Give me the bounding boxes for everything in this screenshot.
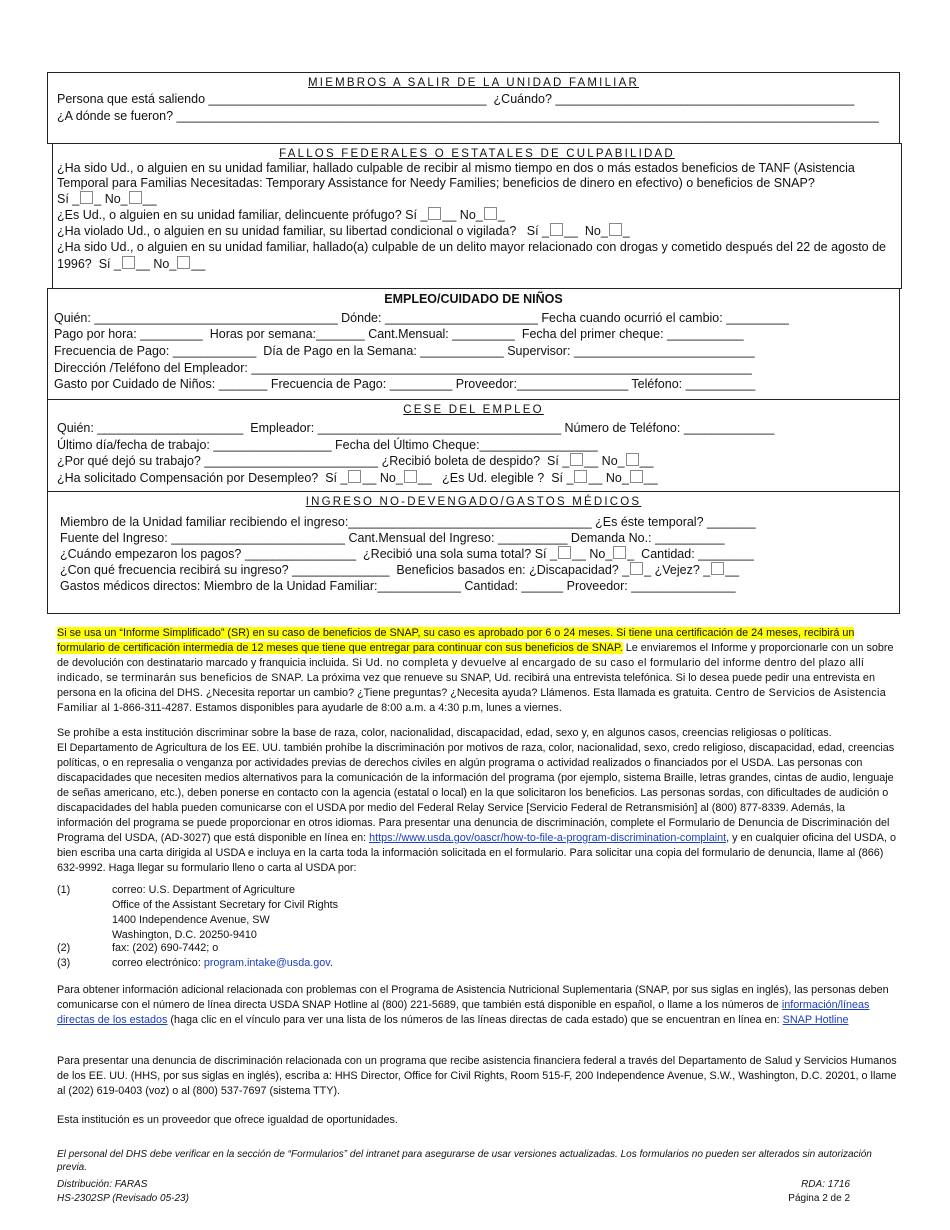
income-member-label: Miembro de la Unidad familiar recibiendo el ingreso: — [60, 515, 349, 529]
provider-field[interactable]: ________________ — [516, 377, 629, 391]
item-3-number: (3) — [57, 957, 71, 969]
temporary-label: ¿Es éste temporal? — [595, 515, 704, 529]
simplified-report-info — [57, 626, 897, 716]
where-field[interactable]: ______________________ — [384, 311, 538, 325]
email-link[interactable]: program.intake@usda.gov — [203, 957, 330, 969]
page-number: Página 2 de 2 — [788, 1193, 850, 1204]
no-label: No — [153, 257, 170, 271]
medical-amount-field[interactable]: ______ — [521, 579, 564, 593]
eligible-no-checkbox[interactable] — [630, 470, 643, 483]
cese-line-3: ¿Por qué dejó su trabajo? _________________________ ¿Recibió boleta de despido? Sí _ __ No_ __ — [57, 454, 654, 468]
no-label: No — [605, 471, 622, 485]
no-label: No — [459, 208, 476, 222]
members-title: MIEMBROS A SALIR DE LA UNIDAD FAMILIAR — [308, 77, 639, 89]
info-text-5: 1-866-311-4287. Estamos disponibles para ayudarle de 8:00 a.m. a 4:30 p.m, lunes a viernes. — [110, 702, 562, 714]
ingreso-line-5 — [60, 578, 736, 594]
equal-opportunity: Esta institución es un proveedor que ofrece igualdad de oportunidades. — [57, 1114, 398, 1126]
childcare-frequency-field[interactable]: _________ — [389, 377, 453, 391]
fallos-q4b: 1996? Sí _ __ No_ __ — [57, 257, 206, 271]
item-1-number: (1) — [57, 884, 71, 896]
where-label: Dónde: — [341, 311, 382, 325]
yes-label: Sí — [534, 547, 547, 561]
cese-line-1 — [57, 420, 774, 436]
hourly-pay-field[interactable]: _________ — [140, 327, 203, 341]
no-label: No — [584, 224, 601, 238]
income-amount-field[interactable]: __________ — [497, 531, 568, 545]
unemployment-yes-checkbox[interactable] — [348, 470, 361, 483]
distribution: Distribución: FARAS — [57, 1179, 148, 1190]
rda-number: RDA: 1716 — [801, 1179, 850, 1190]
change-date-label: Fecha cuando ocurrió el cambio: — [541, 311, 723, 325]
members-line-2 — [57, 108, 879, 124]
medical-member-field[interactable]: ____________ — [377, 579, 461, 593]
disability-label: Beneficios basados en: ¿Discapacidad? — [396, 563, 619, 577]
q3-text: ¿Ha violado Ud., o alguien en su unidad familiar, su libertad condicional o vigilada? — [57, 224, 517, 238]
ingreso-line-4: ¿Con qué frecuencia recibirá su ingreso? ______________ Beneficios basados en: ¿Discapacidad? _ _ ¿Vejez? _ __ — [60, 563, 740, 577]
eligible-yes-checkbox[interactable] — [574, 470, 587, 483]
claim-number-label: Demanda No.: — [570, 531, 652, 545]
income-amount-label: Cant.Mensual del Ingreso: — [348, 531, 495, 545]
when-field[interactable]: ___________________________________________ — [555, 92, 855, 106]
item-2-number: (2) — [57, 942, 71, 954]
who-label: Quién: — [54, 311, 91, 325]
fax-line: fax: (202) 690-7442; o — [112, 942, 219, 954]
income-frequency-field[interactable]: ______________ — [292, 563, 390, 577]
unemployment-label: ¿Ha solicitado Compensación por Desempleo? — [57, 471, 319, 485]
hours-week-label: Horas por semana: — [209, 327, 317, 341]
yes-label: Sí — [551, 471, 564, 485]
q3-yes-checkbox[interactable] — [550, 223, 563, 236]
temporary-field[interactable]: _______ — [707, 515, 756, 529]
old-age-label: ¿Vejez? — [654, 563, 700, 577]
empleo-line-5 — [54, 376, 755, 392]
q4-year: 1996? — [57, 257, 92, 271]
email-period: . — [329, 957, 333, 969]
when-label: ¿Cuándo? — [493, 92, 552, 106]
eligible-label: ¿Es Ud. elegible ? — [442, 471, 545, 485]
employer-field[interactable]: ___________________________________ — [317, 421, 562, 435]
lump-sum-yes-checkbox[interactable] — [558, 546, 571, 559]
cese-title: CESE DEL EMPLEO — [403, 404, 544, 416]
childcare-cost-field[interactable]: _______ — [218, 377, 268, 391]
ingreso-title: INGRESO NO-DEVENGADO/GASTOS MÉDICOS — [305, 496, 642, 508]
where-field[interactable]: _____________________________________________________________________________________________________ — [176, 109, 879, 123]
lump-sum-label: ¿Recibió una sola suma total? — [363, 547, 532, 561]
pay-frequency-label: Frecuencia de Pago: — [54, 344, 170, 358]
nondiscrimination-p1: Se prohíbe a esta institución discriminar sobre la base de raza, color, nacionalidad, discapacidad, edad, sexo y, en algunos casos, creencias religiosas o políticas. — [57, 727, 832, 739]
no-label: No — [589, 547, 606, 561]
fallos-q4a: ¿Ha sido Ud., o alguien en su unidad familiar, hallado(a) culpable de un delito mayor relacionado con drogas y cometido después del 22 de agosto de — [57, 240, 886, 254]
income-source-field[interactable]: _________________________ — [171, 531, 346, 545]
pay-day-label: Día de Pago en la Semana: — [263, 344, 417, 358]
hhs-info: Para presentar una denuncia de discriminación relacionada con un programa que recibe asistencia financiera federal a través del Departamento de Salud y Servicios Humanos de los EE. UU. (HHS, por sus siglas en inglés), escriba a: HHS Director, Office for Civil Rights, Room 515-F, 200 Independence Avenue, S.W., Washington, D.C. 20201, o llame al (202) 619-0403 (voz) o al (800) 537-7697 (sistema TTY). — [57, 1055, 897, 1097]
yes-label: Sí — [405, 208, 417, 222]
disability-checkbox[interactable] — [630, 562, 643, 575]
unemployment-no-checkbox[interactable] — [404, 470, 417, 483]
person-leaving-label: Persona que está saliendo — [57, 92, 206, 106]
yes-label: Sí — [526, 224, 539, 238]
medical-member-label: Gastos médicos directos: Miembro de la Unidad Familiar: — [60, 579, 378, 593]
cese-line-4: ¿Ha solicitado Compensación por Desempleo? Sí _ __ No_ __ ¿Es Ud. elegible ? Sí _ __ No_ __ — [57, 471, 658, 485]
monthly-amount-label: Cant.Mensual: — [368, 327, 449, 341]
supervisor-field[interactable]: __________________________ — [573, 344, 755, 358]
where-label: ¿A dónde se fueron? — [57, 109, 174, 123]
pay-frequency-field[interactable]: ____________ — [172, 344, 257, 358]
highlighted-notice: Si se usa un “Informe Simplificado” (SR) en su caso de beneficios de SNAP, su caso es aprobado por 6 o 24 meses. Si tiene una certificación de 24 meses, recibirá un formulario de certificación intermedia de 12 meses que tiene que entregar para continuar con sus beneficios de SNAP. — [57, 627, 855, 654]
snap-hotline-info — [57, 983, 897, 1028]
q1-yes-checkbox[interactable] — [80, 191, 93, 204]
layoff-yes-checkbox[interactable] — [570, 453, 583, 466]
fallos-q3: ¿Ha violado Ud., o alguien en su unidad familiar, su libertad condicional o vigilada? Sí _ __ No_ _ — [57, 224, 630, 238]
last-day-field[interactable]: _________________ — [213, 438, 332, 452]
no-label: No — [379, 471, 396, 485]
payments-start-label: ¿Cuándo empezaron los pagos? — [60, 547, 242, 561]
lump-sum-no-checkbox[interactable] — [613, 546, 626, 559]
first-check-label: Fecha del primer cheque: — [521, 327, 664, 341]
q1-no-checkbox[interactable] — [129, 191, 142, 204]
form-number: HS-2302SP (Revisado 05-23) — [57, 1193, 189, 1204]
fallos-q1b: Temporal para Familias Necesitadas: Temporary Assistance for Needy Families; beneficios de dinero en efectivo) o beneficios de SNAP? — [57, 176, 815, 190]
q2-no-checkbox[interactable] — [484, 207, 497, 220]
no-label: No — [601, 454, 618, 468]
info-text-2: Si Ud. no completa y devuelve al encargado de su caso el formulario del informe dentro del plazo allí indicado, se terminarán sus beneficios de SNAP. — [57, 657, 865, 684]
income-frequency-label: ¿Con qué frecuencia recibirá su ingreso? — [60, 563, 289, 577]
info-text-1: Le enviaremos el Informe y proporcionarle con un sobre de devolución con destinatario marcado y franquicia incluida. — [57, 642, 894, 669]
who-field[interactable]: _____________________ — [97, 421, 244, 435]
footer-note: El personal del DHS debe verificar en la sección de “Formularios” del intranet para asegurarse de usar versiones actualizadas. Los formularios no pueden ser alterados sin autorización previa. — [57, 1149, 872, 1173]
mail-line-3: 1400 Independence Avenue, SW — [112, 914, 270, 926]
last-day-label: Último día/fecha de trabajo: — [57, 438, 210, 452]
why-left-field[interactable]: _________________________ — [204, 454, 379, 468]
members-line-1 — [57, 91, 854, 107]
phone-number-label: Número de Teléfono: — [564, 421, 681, 435]
income-source-label: Fuente del Ingreso: — [60, 531, 168, 545]
mail-line-1: correo: U.S. Department of Agriculture — [112, 884, 296, 896]
yes-label: Sí — [98, 257, 111, 271]
income-member-field[interactable]: ___________________________________ — [348, 515, 592, 529]
mail-line-4: Washington, D.C. 20250-9410 — [112, 929, 257, 941]
layoff-slip-label: ¿Recibió boleta de despido? — [381, 454, 541, 468]
complaint-form-link[interactable]: https://www.usda.gov/oascr/how-to-file-a-program-discrimination-complaint — [369, 832, 727, 844]
nd-text: El Departamento de Agricultura de los EE. UU. también prohíbe la discriminación por motivos de raza, color, nacionalidad, sexo, credo religioso, discapacidad, edad, creencias políticas, o en represalia o venganza por actividades previas de derechos civiles en algún programa o actividad realizados o financiados por el USDA. Las personas con discapacidades que necesiten medios alternativos para la comunicación de la información del programa (por ejemplo, sistema Braille, letras grandes, cintas de audio, lenguaje de señas americano, etc.), deben ponerse en contacto con la agencia (estatal o local) en la que solicitaron los beneficios. Las personas sordas, con dificultades de audición o discapacidades del habla pueden comunicarse con el USDA por medio del Federal Relay Service [Servicio Federal de Retransmisión] al (800) 877-8339. Además, la información del programa se puede proporcionar en otros idiomas. Para presentar una denuncia de discriminación, complete el Formulario de Denuncia de Discriminación del Programa del USDA, (AD-3027) que está disponible en línea en: — [57, 742, 895, 844]
monthly-amount-field[interactable]: _________ — [452, 327, 515, 341]
email-label: correo electrónico: — [112, 957, 204, 969]
nondiscrimination-p2 — [57, 741, 897, 876]
last-check-field[interactable]: _________________ — [479, 438, 598, 452]
layoff-no-checkbox[interactable] — [626, 453, 639, 466]
cese-line-2 — [57, 437, 598, 453]
info-text-3: La próxima vez que renueve su SNAP, Ud. recibirá una entrevista telefónica. Si lo desea puede pedir una entrevista en persona en la oficina del DHS. ¿Necesita reportar un cambio? ¿Tiene preguntas? ¿Necesita ayuda? Llámenos. Esta llamada es gratuita. — [57, 672, 875, 699]
employer-label: Empleador: — [250, 421, 315, 435]
yes-label: Sí — [325, 471, 338, 485]
empleo-title: EMPLEO/CUIDADO DE NIÑOS — [384, 292, 563, 306]
fallos-title: FALLOS FEDERALES O ESTATALES DE CULPABILIDAD — [279, 148, 675, 160]
address-list — [57, 883, 557, 973]
fallos-q2: ¿Es Ud., o alguien en su unidad familiar, delincuente prófugo? Sí _ __ No_ _ — [57, 208, 505, 222]
why-left-label: ¿Por qué dejó su trabajo? — [57, 454, 201, 468]
medical-provider-label: Proveedor: — [566, 579, 628, 593]
medical-amount-label: Cantidad: — [464, 579, 518, 593]
person-leaving-field[interactable]: ________________________________________ — [208, 92, 487, 106]
q4-yes-checkbox[interactable] — [122, 256, 135, 269]
amount-label: Cantidad: — [641, 547, 695, 561]
mail-line-2: Office of the Assistant Secretary for Civil Rights — [112, 899, 339, 911]
snap-hotline-link[interactable]: SNAP Hotline — [782, 1014, 849, 1026]
q2-text: ¿Es Ud., o alguien en su unidad familiar, delincuente prófugo? — [57, 208, 402, 222]
change-date-field[interactable]: _________ — [726, 311, 789, 325]
old-age-checkbox[interactable] — [711, 562, 724, 575]
amount-field[interactable]: ________ — [698, 547, 754, 561]
last-check-label: Fecha del Último Cheque: — [335, 438, 480, 452]
yes-label: Sí — [57, 192, 69, 206]
empleo-line-3 — [54, 343, 755, 359]
childcare-frequency-label: Frecuencia de Pago: — [270, 377, 387, 391]
info-text-4: Centro de Servicios de Asistencia Familiar al — [57, 687, 887, 714]
q2-yes-checkbox[interactable] — [428, 207, 441, 220]
childcare-cost-label: Gasto por Cuidado de Niños: — [54, 377, 216, 391]
snap-text-2: (haga clic en el vínculo para ver una lista de los números de las líneas directas de cada estado) que se encuentran en línea en: — [167, 1014, 783, 1026]
ingreso-line-3: ¿Cuándo empezaron los pagos? ________________ ¿Recibió una sola suma total? Sí _ __ No_ _ Cantidad: ________ — [60, 547, 754, 561]
no-label: No — [104, 192, 121, 206]
hours-week-field[interactable]: _______ — [316, 327, 365, 341]
snap-text-1: Para obtener información adicional relacionada con problemas con el Programa de Asistencia Nutricional Suplementaria (SNAP, por sus siglas en inglés), las personas deben comunicarse con el número de línea directa USDA SNAP Hotline al (800) 221-5689, que también está disponible en español, o llame a los números de — [57, 984, 889, 1011]
empleo-line-4 — [54, 360, 752, 376]
yes-label: Sí — [547, 454, 559, 468]
q3-no-checkbox[interactable] — [609, 223, 622, 236]
pay-day-field[interactable]: ____________ — [420, 344, 504, 358]
employer-address-field[interactable]: ________________________________________________________________________ — [251, 361, 752, 375]
first-check-field[interactable]: ___________ — [667, 327, 744, 341]
fallos-q1-options: Sí _ _ No_ __ — [57, 192, 157, 206]
q4-no-checkbox[interactable] — [177, 256, 190, 269]
nd-text-2: , y en cualquier oficina del USDA, o bien escriba una carta dirigida al USDA e incluya en la carta toda la información solicitada en el formulario. Para solicitar una copia del formulario de denuncia, llame al (866) 632-9992. Haga llegar su formulario lleno o carta al USDA por: — [57, 832, 896, 874]
ingreso-line-1 — [60, 514, 756, 530]
medical-provider-field[interactable]: _______________ — [631, 579, 736, 593]
email-line — [112, 956, 333, 971]
employer-address-label: Dirección /Teléfono del Empleador: — [54, 361, 248, 375]
empleo-line-1 — [54, 310, 789, 326]
fallos-q1a: ¿Ha sido Ud., o alguien en su unidad familiar, hallado culpable de recibir al mismo tiempo en dos o más estados beneficios de TANF (Asistencia — [57, 161, 855, 175]
empleo-line-2 — [54, 326, 744, 342]
hourly-pay-label: Pago por hora: — [54, 327, 137, 341]
provider-label: Proveedor: — [455, 377, 517, 391]
who-label: Quién: — [57, 421, 94, 435]
ingreso-line-2 — [60, 530, 725, 546]
phone-number-field[interactable]: _____________ — [683, 421, 775, 435]
claim-number-field[interactable]: __________ — [655, 531, 725, 545]
payments-start-field[interactable]: ________________ — [244, 547, 357, 561]
who-field[interactable]: ___________________________________ — [94, 311, 338, 325]
supervisor-label: Supervisor: — [507, 344, 571, 358]
phone-label: Teléfono: — [631, 377, 683, 391]
state-hotlines-link[interactable]: información/líneas directas de los estados — [57, 999, 870, 1026]
phone-field[interactable]: __________ — [685, 377, 756, 391]
